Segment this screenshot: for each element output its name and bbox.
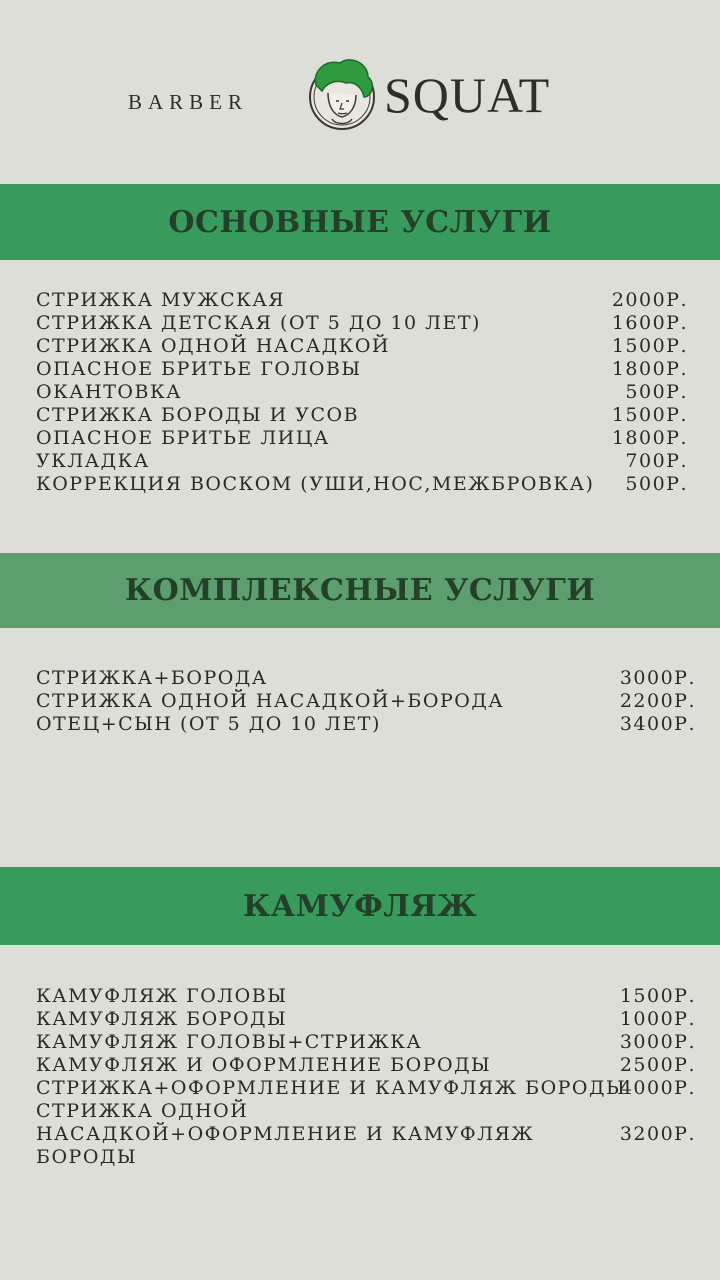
service-price: 3200Р. <box>619 1123 696 1145</box>
service-name: ОКАНТОВКА <box>36 381 183 403</box>
list-item <box>36 450 688 473</box>
logo-squat-text: SQUAT <box>384 67 551 123</box>
list-item <box>36 427 688 450</box>
list-item <box>36 713 696 736</box>
list-item <box>36 985 696 1008</box>
service-price: 4000Р. <box>619 1077 696 1099</box>
service-name: СТРИЖКА ОДНОЙ НАСАДКОЙ+БОРОДА <box>36 690 505 712</box>
service-price: 1500Р. <box>611 335 688 357</box>
list-item <box>36 473 688 496</box>
list-item <box>36 358 688 381</box>
service-name: СТРИЖКА МУЖСКАЯ <box>36 289 286 311</box>
service-price: 1500Р. <box>611 404 688 426</box>
list-item <box>36 312 688 335</box>
service-price: 700Р. <box>625 450 688 472</box>
section-title: ОСНОВНЫЕ УСЛУГИ <box>168 204 552 240</box>
service-name: СТРИЖКА ОДНОЙ НАСАДКОЙ+ОФОРМЛЕНИЕ И КАМУФЛЯЖ БОРОДЫ <box>36 1100 535 1168</box>
service-price: 2200Р. <box>619 690 696 712</box>
section-header-camouflage <box>0 867 720 945</box>
service-price: 500Р. <box>625 473 688 495</box>
service-price: 1000Р. <box>619 1008 696 1030</box>
list-item <box>36 1100 696 1168</box>
list-item <box>36 289 688 312</box>
list-item <box>36 1054 696 1077</box>
service-name: КАМУФЛЯЖ ГОЛОВЫ <box>36 985 288 1007</box>
service-name: КАМУФЛЯЖ И ОФОРМЛЕНИЕ БОРОДЫ <box>36 1054 492 1076</box>
list-item <box>36 404 688 427</box>
list-item <box>36 1031 696 1054</box>
section-header-complex-services <box>0 553 720 628</box>
service-price: 3000Р. <box>619 1031 696 1053</box>
service-price: 1800Р. <box>611 358 688 380</box>
section-title: КАМУФЛЯЖ <box>242 888 478 924</box>
service-price: 2500Р. <box>619 1054 696 1076</box>
price-list-main-services <box>36 289 688 496</box>
section-header-main-services <box>0 184 720 260</box>
service-price: 3400Р. <box>619 713 696 735</box>
service-name: КАМУФЛЯЖ БОРОДЫ <box>36 1008 288 1030</box>
logo-barber-text: BARBER <box>128 90 249 114</box>
list-item <box>36 381 688 404</box>
list-item <box>36 1008 696 1031</box>
service-name: СТРИЖКА БОРОДЫ И УСОВ <box>36 404 360 426</box>
list-item <box>36 690 696 713</box>
list-item <box>36 667 696 690</box>
service-price: 1500Р. <box>619 985 696 1007</box>
price-list-camouflage <box>36 985 696 1168</box>
barber-head-emblem-icon <box>306 57 378 133</box>
service-name: СТРИЖКА ДЕТСКАЯ (ОТ 5 ДО 10 ЛЕТ) <box>36 312 481 334</box>
service-price: 500Р. <box>625 381 688 403</box>
service-name: КОРРЕКЦИЯ ВОСКОМ (УШИ,НОС,МЕЖБРОВКА) <box>36 473 595 495</box>
section-title: КОМПЛЕКСНЫЕ УСЛУГИ <box>124 573 596 608</box>
service-price: 1600Р. <box>611 312 688 334</box>
brand-logo <box>0 52 720 142</box>
service-name: УКЛАДКА <box>36 450 150 472</box>
list-item <box>36 1077 696 1100</box>
service-name: СТРИЖКА+БОРОДА <box>36 667 268 689</box>
service-name: ОПАСНОЕ БРИТЬЕ ЛИЦА <box>36 427 330 449</box>
service-price: 1800Р. <box>611 427 688 449</box>
service-name: ОТЕЦ+СЫН (ОТ 5 ДО 10 ЛЕТ) <box>36 713 381 735</box>
service-name: КАМУФЛЯЖ ГОЛОВЫ+СТРИЖКА <box>36 1031 423 1053</box>
service-price: 2000Р. <box>611 289 688 311</box>
list-item <box>36 335 688 358</box>
price-list-complex-services <box>36 667 696 736</box>
service-name: ОПАСНОЕ БРИТЬЕ ГОЛОВЫ <box>36 358 362 380</box>
service-name: СТРИЖКА ОДНОЙ НАСАДКОЙ <box>36 335 391 357</box>
service-name: СТРИЖКА+ОФОРМЛЕНИЕ И КАМУФЛЯЖ БОРОДЫ <box>36 1077 627 1099</box>
service-price: 3000Р. <box>619 667 696 689</box>
